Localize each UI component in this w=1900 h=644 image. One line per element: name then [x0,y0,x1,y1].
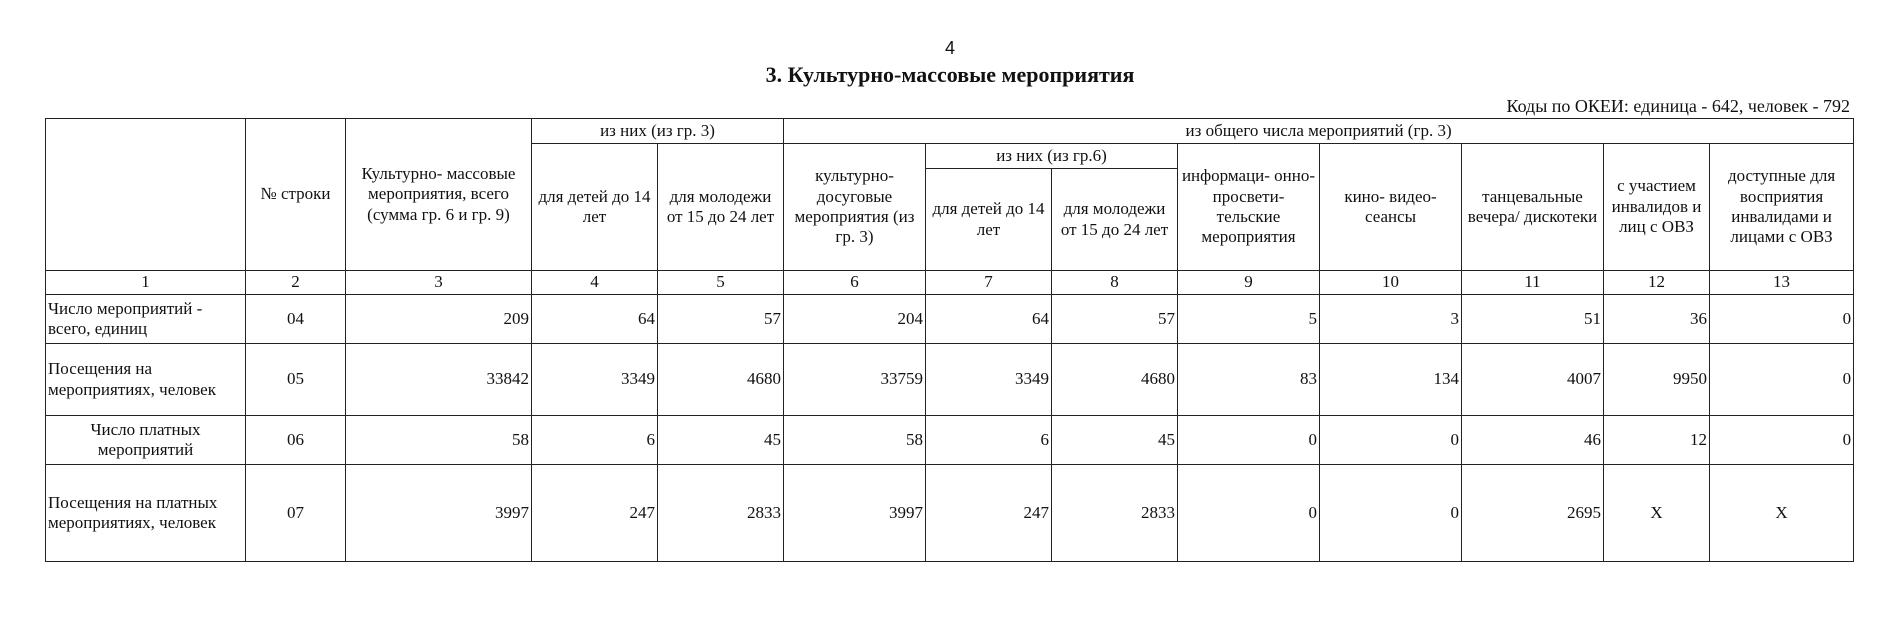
cell-value: 134 [1320,344,1462,416]
cell-value: 4680 [1052,344,1178,416]
group-header-of-total-col3: из общего числа мероприятий (гр. 3) [784,119,1854,144]
cell-value: 46 [1462,416,1604,465]
column-number-row [46,271,1854,295]
cell-value: 209 [346,295,532,344]
cell-value: 0 [1320,465,1462,562]
table-row [46,465,1854,562]
cell-value: 0 [1320,416,1462,465]
cell-value: 64 [926,295,1052,344]
header-educational-events: информаци- онно- просвети- тельские мероприятия [1178,144,1320,271]
cell-value: 6 [926,416,1052,465]
header-row-number: № строки [246,119,346,271]
table-row [46,295,1854,344]
header-col-1 [46,119,246,271]
row-code: 07 [246,465,346,562]
section-title: 3. Культурно-массовые мероприятия [765,62,1135,87]
cell-value: 0 [1710,416,1854,465]
cell-value: 5 [1178,295,1320,344]
cell-value: 33759 [784,344,926,416]
cell-value: 36 [1604,295,1710,344]
header-youth-15-24: для молодежи от 15 до 24 лет [658,144,784,271]
cell-value: 3 [1320,295,1462,344]
row-label: Посещения на платных мероприятиях, человек [46,465,246,562]
okei-codes: Коды по ОКЕИ: единица - 642, человек - 792 [1506,96,1850,116]
page-number: 4 [944,38,955,58]
row-code: 05 [246,344,346,416]
column-number: 8 [1052,271,1178,295]
cell-value: 57 [658,295,784,344]
column-number: 1 [46,271,246,295]
header-accessible-disabled: доступные для восприятия инвалидами и лицами с ОВЗ [1710,144,1854,271]
column-number: 4 [532,271,658,295]
column-number: 11 [1462,271,1604,295]
column-number: 10 [1320,271,1462,295]
cell-value: 12 [1604,416,1710,465]
row-code: 04 [246,295,346,344]
column-number: 5 [658,271,784,295]
row-label: Число мероприятий - всего, единиц [46,295,246,344]
group-header-of-them-col6: из них (из гр.6) [926,144,1178,169]
cell-value: 45 [658,416,784,465]
column-number: 2 [246,271,346,295]
cell-value: 64 [532,295,658,344]
cell-value: 9950 [1604,344,1710,416]
cell-value: 0 [1710,295,1854,344]
cell-value: 33842 [346,344,532,416]
cell-value: 58 [346,416,532,465]
cell-value: 57 [1052,295,1178,344]
column-number: 12 [1604,271,1710,295]
cell-value: 247 [926,465,1052,562]
cell-value: 2833 [1052,465,1178,562]
header-dance-evenings: танцевальные вечера/ дискотеки [1462,144,1604,271]
cell-value: X [1604,465,1710,562]
cell-value: 4680 [658,344,784,416]
cell-value: X [1710,465,1854,562]
cell-value: 45 [1052,416,1178,465]
header-with-disabled: с участием инвалидов и лиц с ОВЗ [1604,144,1710,271]
cell-value: 58 [784,416,926,465]
cell-value: 51 [1462,295,1604,344]
row-code: 06 [246,416,346,465]
column-number: 13 [1710,271,1854,295]
cell-value: 3349 [532,344,658,416]
column-number: 9 [1178,271,1320,295]
header-youth-15-24-col6: для молодежи от 15 до 24 лет [1052,169,1178,271]
header-children-under-14-col6: для детей до 14 лет [926,169,1052,271]
column-number: 3 [346,271,532,295]
table-row [46,344,1854,416]
header-total-events: Культурно- массовые мероприятия, всего (сумма гр. 6 и гр. 9) [346,119,532,271]
cell-value: 6 [532,416,658,465]
cell-value: 3349 [926,344,1052,416]
header-children-under-14: для детей до 14 лет [532,144,658,271]
table-row [46,416,1854,465]
column-number: 7 [926,271,1052,295]
cell-value: 0 [1178,416,1320,465]
header-cultural-leisure: культурно- досуговые мероприятия (из гр. 3) [784,144,926,271]
cell-value: 204 [784,295,926,344]
header-film-screenings: кино- видео-сеансы [1320,144,1462,271]
column-number: 6 [784,271,926,295]
cell-value: 4007 [1462,344,1604,416]
cell-value: 3997 [784,465,926,562]
cell-value: 2695 [1462,465,1604,562]
row-label: Посещения на мероприятиях, человек [46,344,246,416]
cell-value: 0 [1710,344,1854,416]
cultural-events-table [45,118,1854,562]
cell-value: 83 [1178,344,1320,416]
cell-value: 2833 [658,465,784,562]
cell-value: 247 [532,465,658,562]
row-label: Число платных мероприятий [46,416,246,465]
group-header-of-them-col3: из них (из гр. 3) [532,119,784,144]
cell-value: 0 [1178,465,1320,562]
cell-value: 3997 [346,465,532,562]
